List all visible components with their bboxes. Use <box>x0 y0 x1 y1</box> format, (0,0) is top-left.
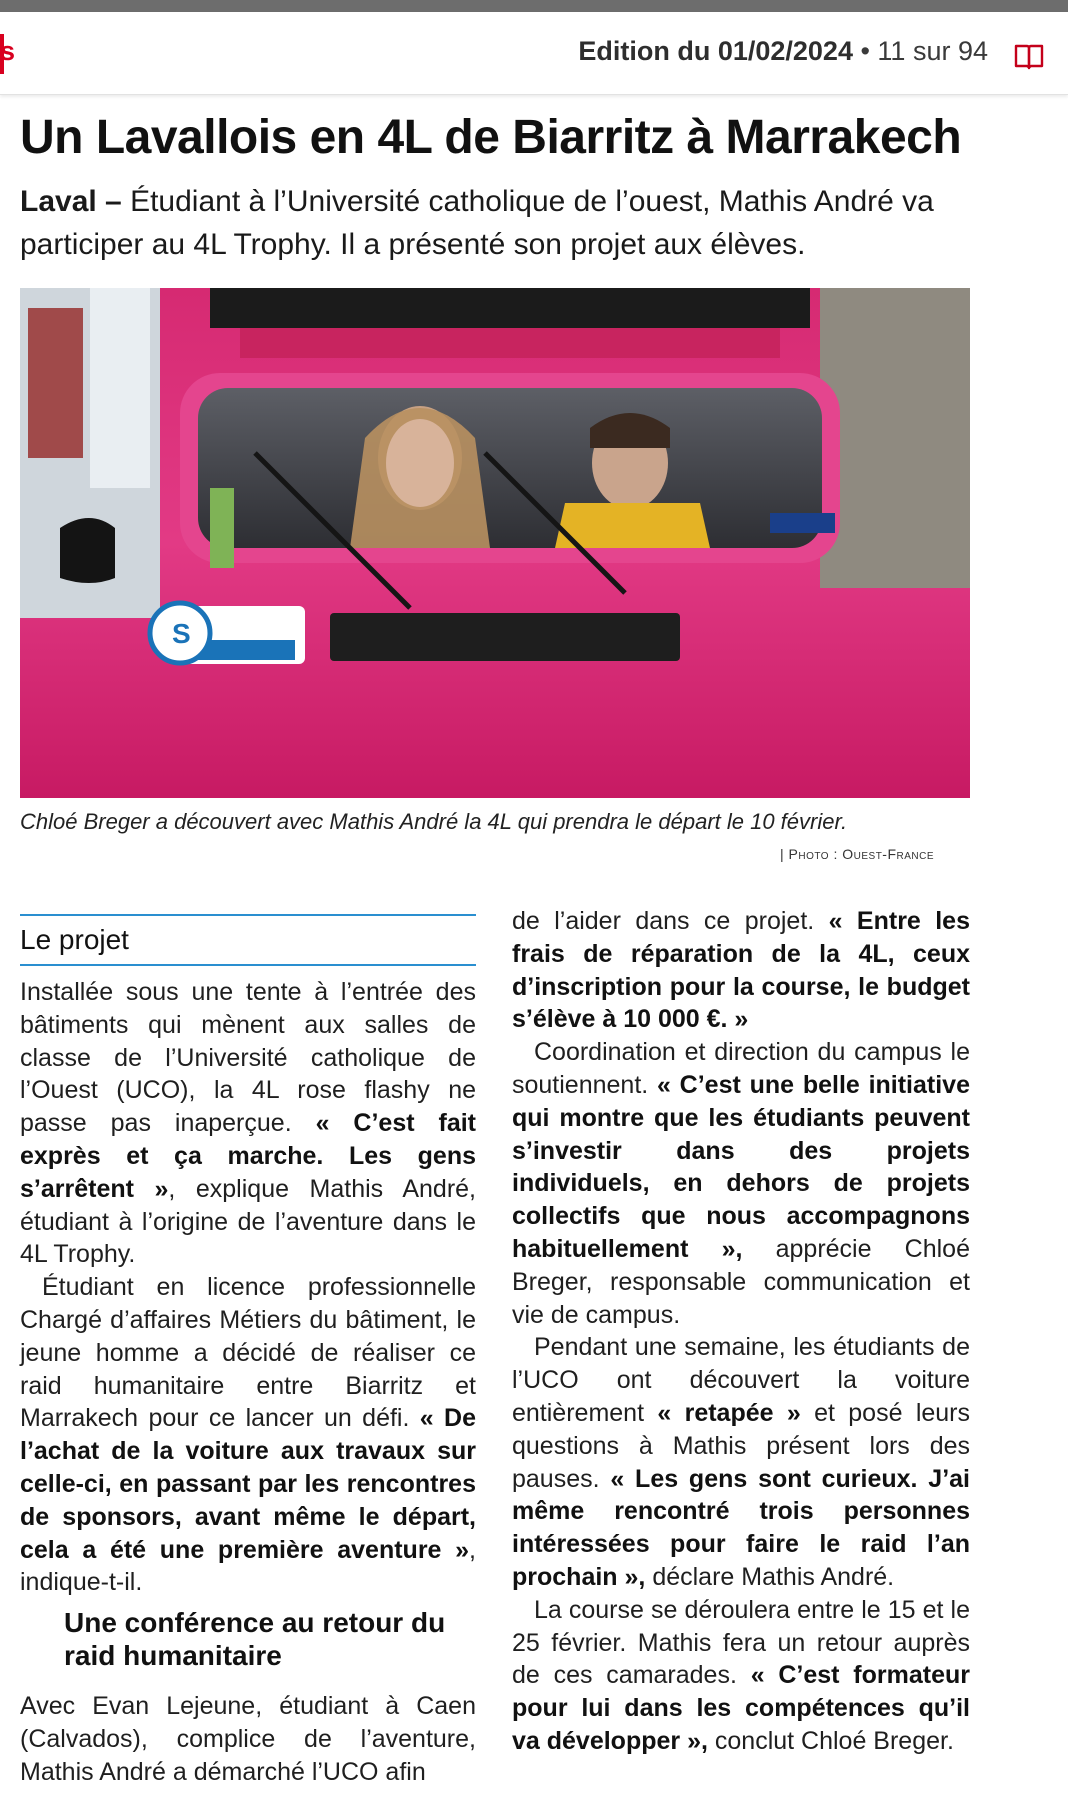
book-open-icon[interactable] <box>1014 42 1044 70</box>
paragraph <box>20 1271 476 1599</box>
section-title: Le projet <box>20 924 129 955</box>
text: La course se déroulera entre le 15 et le 25 février. Mathis fera un retour auprès de ces camarades. <box>512 1595 970 1690</box>
quote: « Entre les frais de réparation de la 4L, ceux d’inscription pour la course, le budget s’élève à 10 000 €. » <box>512 907 970 1034</box>
text: apprécie Chloé Breger, responsable communication et vie de campus. <box>512 1234 970 1329</box>
dateline: Laval – <box>20 185 131 218</box>
edition-label: Edition du <box>578 36 718 66</box>
reader-toolbar <box>0 12 1068 95</box>
article-column-left-end <box>20 1690 476 1788</box>
quote: « Les gens sont curieux. J’ai même rencontré trois personnes intéressées pour faire le raid l’an prochain », <box>512 1464 970 1591</box>
text: de l’aider dans ce projet. <box>512 907 829 935</box>
system-status-bar <box>0 0 1068 12</box>
article-lead <box>20 180 1010 266</box>
text: Étudiant en licence professionnelle Chargé d’affaires Métiers du bâtiment, le jeune homme a décidé de réaliser ce raid humanitaire entre Biarritz et Marrakech pour ce lancer un défi. <box>20 1273 476 1433</box>
text: et posé leurs questions à Mathis présent lors des pauses. <box>512 1398 970 1493</box>
article-photo <box>20 288 970 798</box>
text: déclare Mathis André. <box>645 1562 895 1591</box>
edition-date: 01/02/2024 <box>717 36 853 66</box>
paragraph <box>512 1036 970 1331</box>
text: , explique Mathis André, étudiant à l’origine de l’aventure dans le 4L Trophy. <box>20 1174 476 1269</box>
page-counter: • 11 sur 94 <box>852 36 988 66</box>
photo-caption: Chloé Breger a découvert avec Mathis André la 4L qui prendra le départ le 10 février. <box>20 809 848 834</box>
svg-text:S: S <box>172 618 191 649</box>
quote: « retapée » <box>657 1398 801 1427</box>
paragraph <box>512 1594 970 1758</box>
quote: « C’est une belle initiative qui montre que les étudiants peuvent s’investir dans des projets individuels, en dehors de projets collectifs que nous accompagnons habituellement », <box>512 1070 970 1263</box>
lead-text: Étudiant à l’Université catholique de l’ouest, Mathis André va participer au 4L Trophy. Il a présenté son projet aux élèves. <box>20 185 934 261</box>
paragraph <box>512 1331 970 1593</box>
car-photo-illustration <box>20 288 970 798</box>
quote: « C’est fait exprès et ça marche. Les gens s’arrêtent » <box>20 1109 476 1203</box>
quote: « C’est formateur pour lui dans les compétences qu’il va développer », <box>512 1661 970 1755</box>
article-column-right <box>512 905 970 1758</box>
text: , indique-t-il. <box>20 1535 476 1597</box>
article-headline: Un Lavallois en 4L de Biarritz à Marrakech <box>20 111 962 164</box>
quote: « De l’achat de la voiture aux travaux sur celle-ci, en passant par les rencontres de sponsors, avant même le départ, cela a été une première aventure » <box>20 1404 477 1564</box>
text: Coordination et direction du campus le soutiennent. <box>512 1038 970 1099</box>
edition-info <box>578 36 988 67</box>
article-header <box>20 110 1050 266</box>
back-button[interactable] <box>0 36 15 67</box>
section-heading-box <box>20 914 476 966</box>
paragraph: Avec Evan Lejeune, étudiant à Caen (Calvados), complice de l’aventure, Mathis André a démarché l’UCO afin <box>20 1692 476 1786</box>
text: Pendant une semaine, les étudiants de l’UCO ont découvert la voiture entièrement <box>512 1333 970 1427</box>
text: Installée sous une tente à l’entrée des bâtiments qui mènent aux salles de classe de l’Université catholique de l’Ouest (UCO), la 4L rose flashy ne passe pas inaperçue. <box>20 978 476 1138</box>
text: conclut Chloé Breger. <box>707 1726 954 1755</box>
paragraph <box>512 905 970 1036</box>
photo-credit: | Photo : Ouest-France <box>780 846 935 862</box>
article-column-left <box>20 976 476 1599</box>
paragraph <box>20 976 476 1271</box>
subheading: Une conférence au retour du raid humanitaire <box>64 1607 446 1671</box>
back-label: s <box>0 36 16 66</box>
